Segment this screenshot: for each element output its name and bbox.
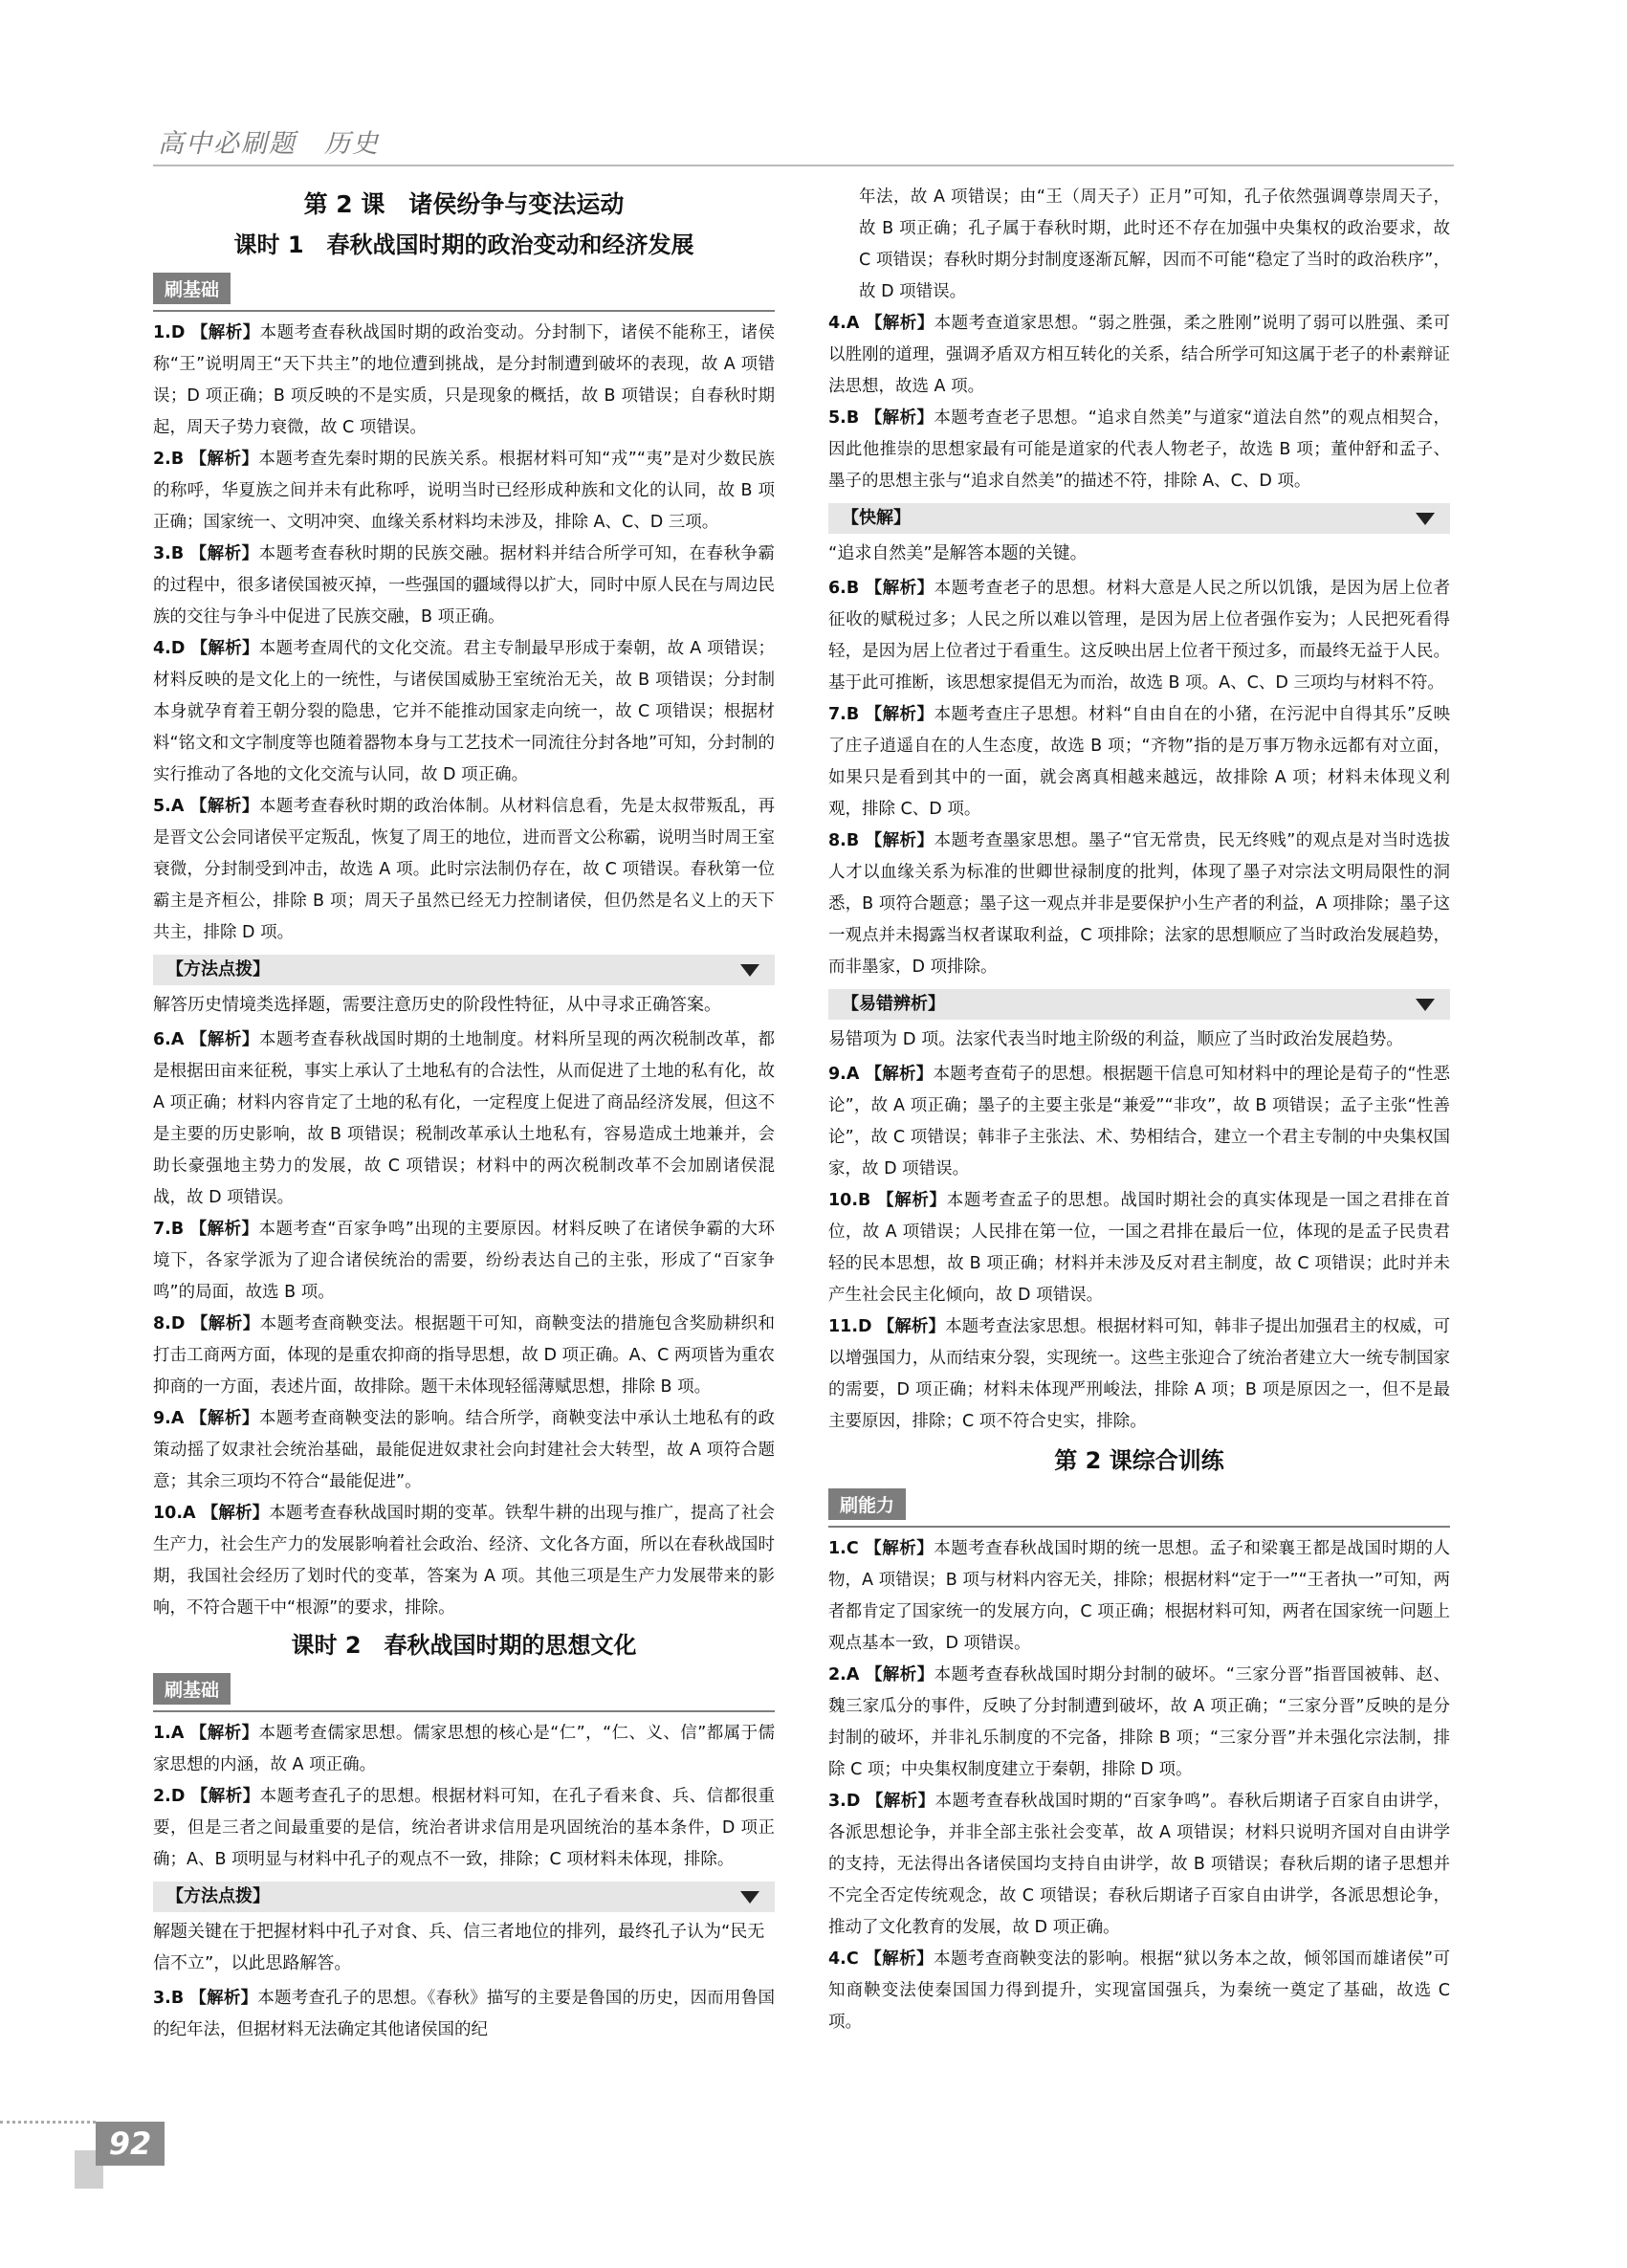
answer-letter: B — [846, 705, 860, 724]
item-number: 1. — [153, 1724, 171, 1743]
item-number: 5. — [153, 797, 171, 816]
analysis-tag: 【解析】 — [864, 1539, 934, 1558]
analysis-tag: 【解析】 — [866, 1792, 935, 1811]
analysis-text: 本题考查墨家思想。墨子“官无常贵，民无终贱”的观点是对当时选拔人才以血缘关系为标准的世卿世禄制度的批判，体现了墨子对宗法文明局限性的洞悉，B 项符合题意；墨子这一观点并非是要保护小生产者的利益，A 项排除；墨子这一观点并未揭露当权者谋取利益，C 项排除；法家的思想顺应了当时政治发展趋势，而非墨家，D 项排除。 — [828, 831, 1450, 977]
analysis-tag: 【解析】 — [865, 1665, 934, 1684]
collapse-triangle-icon — [1416, 513, 1435, 525]
answer-letter: D — [170, 1314, 186, 1333]
answer-item — [153, 1781, 775, 1876]
answer-list — [828, 308, 1450, 497]
answer-letter: A — [846, 314, 860, 333]
analysis-text: 本题考查道家思想。“弱之胜强，柔之胜刚”说明了弱可以胜强、柔可以胜刚的道理，强调矛盾双方相互转化的关系，结合所学可知这属于老子的朴素辩证法思想，故选 A 项。 — [828, 314, 1451, 396]
page-number: 92 — [96, 2122, 165, 2166]
answer-item — [828, 1059, 1450, 1185]
item-number: 7. — [828, 705, 846, 724]
item-number: 5. — [828, 408, 846, 428]
tip-text: “追求自然美”是解答本题的关键。 — [828, 543, 1088, 563]
answer-list — [828, 1059, 1450, 1438]
answer-letter: A — [170, 1030, 185, 1049]
analysis-tag: 【解析】 — [189, 797, 259, 816]
answer-item — [828, 826, 1450, 983]
answer-item — [153, 539, 775, 633]
analysis-text: 本题考查春秋战国时期的“百家争鸣”。春秋后期诸子百家自由讲学，各派思想论争，并非全部主张社会变革，故 A 项错误；材料只说明齐国对自由讲学的支持，无法得出各诸侯国均支持自由讲学，故 B 项错误；春秋后期的诸子思想并不完全否定传统观念，故 C 项错误；春秋后期诸子百家自由讲学，各派思想论争，推动了文化教育的发展，故 D 项正确。 — [828, 1792, 1451, 1937]
analysis-tag: 【解析】 — [190, 1314, 260, 1333]
answer-letter: D — [170, 323, 186, 342]
analysis-tag: 【解析】 — [865, 831, 934, 850]
answer-item — [153, 444, 775, 539]
answer-letter: B — [846, 831, 860, 850]
section-tag-bar — [153, 1669, 775, 1712]
item-number: 6. — [153, 1030, 171, 1049]
item-number: 9. — [828, 1065, 846, 1084]
answer-item — [828, 699, 1450, 826]
analysis-text: 本题考查商鞅变法。根据题干可知，商鞅变法的措施包含奖励耕织和打击工商两方面，体现的是重农抑商的指导思想，故 D 项正确。A、C 两项皆为重农抑商的一方面，表述片面，故排除。题干未体现轻徭薄赋思想，排除 B 项。 — [153, 1314, 776, 1397]
analysis-tag: 【解析】 — [190, 639, 259, 658]
answer-letter: B — [170, 1220, 185, 1239]
analysis-tag: 【解析】 — [865, 408, 934, 428]
item-number: 7. — [153, 1220, 171, 1239]
answer-letter: B — [170, 544, 185, 563]
analysis-text: 本题考查儒家思想。儒家思想的核心是“仁”，“仁、义、信”都属于儒家思想的内涵，故 A 项正确。 — [153, 1724, 776, 1774]
tip-label: 【易错辨析】 — [842, 994, 945, 1014]
section-title: 课时 2 春秋战国时期的思想文化 — [291, 1632, 637, 1659]
item-number: 6. — [828, 579, 846, 598]
tip-text: 解答历史情境类选择题，需要注意历史的阶段性特征，从中寻求正确答案。 — [153, 995, 721, 1015]
answer-item — [828, 1533, 1450, 1660]
tip-label: 【方法点拨】 — [166, 1886, 270, 1906]
section-tag: 刷能力 — [828, 1488, 906, 1520]
analysis-text: 本题考查先秦时期的民族关系。根据材料可知“戎”“夷”是对少数民族的称呼，华夏族之间并未有此称呼，说明当时已经形成种族和文化的认同，故 B 项正确；国家统一、文明冲突、血缘关系材料均未涉及，排除 A、C、D 三项。 — [153, 450, 776, 532]
answer-list — [153, 1024, 775, 1624]
analysis-text: 本题考查法家思想。根据材料可知，韩非子提出加强君主的权威，可以增强国力，从而结束分裂，实现统一。这些主张迎合了统治者建立大一统专制国家的需要，D 项正确；材料未体现严刑峻法，排除 A 项；B 项是原因之一，但不是最主要原因，排除；C 项不符合史实，排除。 — [828, 1317, 1451, 1431]
tip-label: 【快解】 — [842, 508, 911, 528]
tip-box — [153, 1882, 775, 1912]
analysis-text: 本题考查春秋战国时期的变革。铁犁牛耕的出现与推广，提高了社会生产力，社会生产力的发展影响着社会政治、经济、文化各方面，所以在春秋战国时期，我国社会经历了划时代的变革，答案为 A 项。其他三项是生产力发展带来的影响，不符合题干中“根源”的要求，排除。 — [153, 1504, 776, 1618]
analysis-tag: 【解析】 — [865, 1065, 934, 1084]
header-rule — [153, 165, 1454, 166]
answer-list — [828, 573, 1450, 983]
analysis-tag: 【解析】 — [189, 544, 259, 563]
answer-letter: B — [846, 579, 860, 598]
answer-item — [828, 403, 1450, 497]
answer-list — [828, 1533, 1450, 2038]
analysis-tag: 【解析】 — [865, 314, 934, 333]
answer-letter: B — [170, 1989, 185, 2008]
analysis-text: 本题考查孔子的思想。根据材料可知，在孔子看来食、兵、信都很重要，但是三者之间最重要的是信，统治者讲求信用是巩固统治的基本条件，D 项正确；A、B 项明显与材料中孔子的观点不一致，排除；C 项材料未体现，排除。 — [153, 1787, 776, 1869]
page-number-dots — [0, 2121, 96, 2124]
analysis-tag: 【解析】 — [876, 1191, 947, 1210]
answer-item — [153, 1498, 775, 1624]
answer-item — [828, 1786, 1450, 1944]
analysis-text: 本题考查春秋时期的民族交融。据材料并结合所学可知，在春秋争霸的过程中，很多诸侯国被灭掉，一些强国的疆域得以扩大，同时中原人民在与周边民族的交往与争斗中促进了民族交融，B 项正确。 — [153, 544, 776, 627]
item-number: 3. — [828, 1792, 846, 1811]
answer-item — [828, 1944, 1450, 2038]
analysis-text: 本题考查商鞅变法的影响。结合所学，商鞅变法中承认土地私有的政策动摇了奴隶社会统治基础，最能促进奴隶社会向封建社会大转型，故 A 项符合题意；其余三项均不符合“最能促进”。 — [153, 1409, 776, 1491]
answer-letter: A — [846, 1665, 860, 1684]
analysis-text: 本题考查孔子的思想。《春秋》描写的主要是鲁国的历史，因而用鲁国的纪年法，但据材料无法确定其他诸侯国的纪 — [153, 1989, 775, 2039]
analysis-text: 本题考查周代的文化交流。君主专制最早形成于秦朝，故 A 项错误；材料反映的是文化上的一统性，与诸侯国威胁王室统治无关，故 B 项错误；分封制本身就孕育着王朝分裂的隐患，它并不能推动国家走向统一，故 C 项错误；根据材料“铭文和文字制度等也随着器物本身与工艺技术一同流往分封各地”可知，分封制的实行推动了各地的文化交流与认同，故 D 项正确。 — [153, 639, 775, 784]
analysis-tag: 【解析】 — [877, 1317, 946, 1336]
analysis-tag: 【解析】 — [201, 1504, 270, 1523]
answer-list — [153, 1983, 775, 2046]
item-number: 2. — [828, 1665, 846, 1684]
answer-item — [153, 633, 775, 791]
answer-item — [153, 1024, 775, 1214]
left-column — [153, 182, 775, 2046]
analysis-tag: 【解析】 — [189, 450, 259, 469]
answer-item — [153, 1718, 775, 1781]
item-number: 8. — [828, 831, 846, 850]
analysis-tag: 【解析】 — [190, 323, 260, 342]
analysis-tag: 【解析】 — [189, 1989, 258, 2008]
item-number: 2. — [153, 1787, 171, 1806]
item-number: 11. — [828, 1317, 859, 1336]
analysis-text: 本题考查老子思想。“追求自然美”与道家“道法自然”的观点相契合，因此他推崇的思想家最有可能是道家的代表人物老子，故选 B 项；董仲舒和孟子、墨子的思想主张与“追求自然美”的描述不符，排除 A、C、D 项。 — [828, 408, 1451, 491]
answer-list — [153, 1718, 775, 1876]
analysis-tag: 【解析】 — [189, 1409, 259, 1428]
analysis-tag: 【解析】 — [189, 1030, 259, 1049]
answer-letter: B — [846, 408, 860, 428]
analysis-text: 本题考查春秋战国时期的土地制度。材料所呈现的两次税制改革，都是根据田亩来征税，事实上承认了土地私有的合法性，从而促进了土地的私有化，故 A 项正确；材料内容肯定了土地的私有化，一定程度上促进了商品经济发展，但这不是主要的历史影响，故 B 项错误；税制改革承认土地私有，容易造成土地兼并，会助长豪强地主势力的发展，故 C 项错误；材料中的两次税制改革不会加剧诸侯混战，故 D 项错误。 — [153, 1030, 776, 1207]
continued-text: 年法，故 A 项错误；由“王（周天子）正月”可知，孔子依然强调尊崇周天子，故 B 项正确；孔子属于春秋时期，此时还不存在加强中央集权的政治要求，故 C 项错误；春秋时期分封制度逐渐瓦解，因而不可能“稳定了当时的政治秩序”，故 D 项错误。 — [859, 187, 1450, 301]
answer-item — [828, 1660, 1450, 1786]
tip-box — [153, 955, 775, 985]
section-tag: 刷基础 — [153, 1673, 231, 1705]
analysis-text: 本题考查春秋战国时期的统一思想。孟子和梁襄王都是战国时期的人物，A 项错误；B 项与材料内容无关，排除；根据材料“定于一”“王者执一”可知，两者都肯定了国家统一的发展方向，C 项正确；根据材料可知，两者在国家统一问题上观点基本一致，D 项错误。 — [828, 1539, 1451, 1653]
answer-item — [153, 1214, 775, 1309]
answer-item — [828, 1311, 1450, 1438]
analysis-text: 本题考查商鞅变法的影响。根据“狱以务本之故，倾邻国而雄诸侯”可知商鞅变法使秦国国力得到提升，实现富国强兵，为秦统一奠定了基础，故选 C 项。 — [828, 1949, 1450, 2032]
answer-item — [153, 1403, 775, 1498]
answer-letter: D — [846, 1792, 861, 1811]
analysis-tag: 【解析】 — [189, 1220, 259, 1239]
answer-letter: A — [170, 797, 185, 816]
answer-list — [153, 318, 775, 949]
answer-item — [828, 1185, 1450, 1311]
analysis-text: 本题考查春秋时期的政治体制。从材料信息看，先是太叔带叛乱，再是晋文公会同诸侯平定叛乱，恢复了周王的地位，进而晋文公称霸，说明当时周王室衰微，分封制受到冲击，故选 A 项。此时宗法制仍存在，故 C 项错误。春秋第一位霸主是齐桓公，排除 B 项；周天子虽然已经无力控制诸侯，但仍然是名义上的天下共主，排除 D 项。 — [153, 797, 776, 942]
tip-label: 【方法点拨】 — [166, 959, 270, 980]
analysis-text: 本题考查庄子思想。材料“自由自在的小猪，在污泥中自得其乐”反映了庄子逍遥自在的人生态度，故选 B 项；“齐物”指的是万事万物永远都有对立面，如果只是看到其中的一面，就会离真相越来越远，故排除 A 项；材料未体现义利观，排除 C、D 项。 — [828, 705, 1450, 819]
item-number: 1. — [153, 323, 171, 342]
item-number: 2. — [153, 450, 171, 469]
collapse-triangle-icon — [1416, 999, 1435, 1011]
section-tag-bar — [153, 269, 775, 312]
tip-box — [828, 989, 1450, 1020]
analysis-text: 本题考查春秋战国时期的政治变动。分封制下，诸侯不能称王，诸侯称“王”说明周王“天下共主”的地位遭到挑战，是分封制遭到破坏的表现，故 A 项错误；D 项正确；B 项反映的不是实质，只是现象的概括，故 B 项错误；自春秋时期起，周天子势力衰微，故 C 项错误。 — [153, 323, 776, 437]
tip-text: 解题关键在于把握材料中孔子对食、兵、信三者地位的排列，最终孔子认为“民无信不立”，以此思路解答。 — [153, 1922, 765, 1973]
item-number: 4. — [828, 1949, 846, 1969]
answer-letter: D — [858, 1317, 872, 1336]
collapse-triangle-icon — [740, 1891, 759, 1904]
right-column — [828, 182, 1450, 2038]
answer-item — [828, 308, 1450, 403]
answer-letter: A — [183, 1504, 196, 1523]
item-number: 4. — [828, 314, 846, 333]
analysis-text: 本题考查老子的思想。材料大意是人民之所以饥饿，是因为居上位者征收的赋税过多；人民之所以难以管理，是因为居上位者强作妄为；人民把死看得轻，是因为居上位者过于看重生。这反映出居上位者干预过多，而最终无益于人民。基于此可推断，该思想家提倡无为而治，故选 B 项。A、C、D 三项均与材料不符。 — [828, 579, 1451, 693]
analysis-text: 本题考查春秋战国时期分封制的破坏。“三家分晋”指晋国被韩、赵、魏三家瓜分的事件，反映了分封制遭到破坏，故 A 项正确；“三家分晋”反映的是分封制的破坏，并非礼乐制度的不完备，排除 B 项；“三家分晋”并未强化宗法制，排除 C 项；中央集权制度建立于秦朝，排除 D 项。 — [828, 1665, 1451, 1779]
answer-letter: C — [846, 1949, 859, 1969]
item-number: 10. — [153, 1504, 184, 1523]
answer-letter: D — [170, 639, 186, 658]
analysis-tag: 【解析】 — [189, 1724, 259, 1743]
item-number: 9. — [153, 1409, 171, 1428]
analysis-tag: 【解析】 — [190, 1787, 260, 1806]
section-title: 第 2 课综合训练 — [1054, 1447, 1224, 1474]
analysis-tag: 【解析】 — [865, 579, 934, 598]
item-number: 3. — [153, 1989, 171, 2008]
analysis-text: 本题考查“百家争鸣”出现的主要原因。材料反映了在诸侯争霸的大环境下，各家学派为了迎合诸侯统治的需要，纷纷表达自己的主张，形成了“百家争鸣”的局面，故选 B 项。 — [153, 1220, 775, 1302]
answer-item — [153, 791, 775, 949]
analysis-text: 本题考查孟子的思想。战国时期社会的真实体现是一国之君排在首位，故 A 项错误；人民排在第一位，一国之君排在最后一位，体现的是孟子民贵君轻的民本思想，故 B 项正确；材料并未涉及反对君主制度，故 C 项错误；此时并未产生社会民主化倾向，故 D 项错误。 — [828, 1191, 1451, 1305]
tip-box — [828, 503, 1450, 534]
answer-letter: A — [170, 1409, 185, 1428]
answer-letter: C — [846, 1539, 859, 1558]
section-tag-bar — [828, 1485, 1450, 1528]
answer-letter: B — [858, 1191, 871, 1210]
lesson-title: 第 2 课 诸侯纷争与变法运动 — [303, 190, 625, 218]
answer-letter: D — [170, 1787, 186, 1806]
item-number: 4. — [153, 639, 171, 658]
answer-item — [828, 573, 1450, 699]
analysis-tag: 【解析】 — [864, 1949, 934, 1969]
analysis-text: 本题考查荀子的思想。根据题干信息可知材料中的理论是荀子的“性恶论”，故 A 项正确；墨子的主要主张是“兼爱”“非攻”，故 B 项错误；孟子主张“性善论”，故 C 项错误；韩非子主张法、术、势相结合，建立一个君主专制的中央集权国家，故 D 项错误。 — [828, 1065, 1450, 1178]
section-title: 课时 1 春秋战国时期的政治变动和经济发展 — [233, 231, 694, 258]
running-head: 高中必刷题 历史 — [158, 129, 380, 159]
analysis-tag: 【解析】 — [865, 705, 934, 724]
answer-letter: A — [846, 1065, 860, 1084]
answer-letter: A — [170, 1724, 185, 1743]
tip-text: 易错项为 D 项。法家代表当时地主阶级的利益，顺应了当时政治发展趋势。 — [828, 1029, 1404, 1049]
item-number: 3. — [153, 544, 171, 563]
answer-item — [153, 1983, 775, 2046]
item-number: 10. — [828, 1191, 859, 1210]
answer-item — [153, 318, 775, 444]
collapse-triangle-icon — [740, 964, 759, 977]
section-tag: 刷基础 — [153, 273, 231, 304]
answer-item — [153, 1309, 775, 1403]
item-number: 8. — [153, 1314, 171, 1333]
item-number: 1. — [828, 1539, 846, 1558]
answer-letter: B — [170, 450, 185, 469]
